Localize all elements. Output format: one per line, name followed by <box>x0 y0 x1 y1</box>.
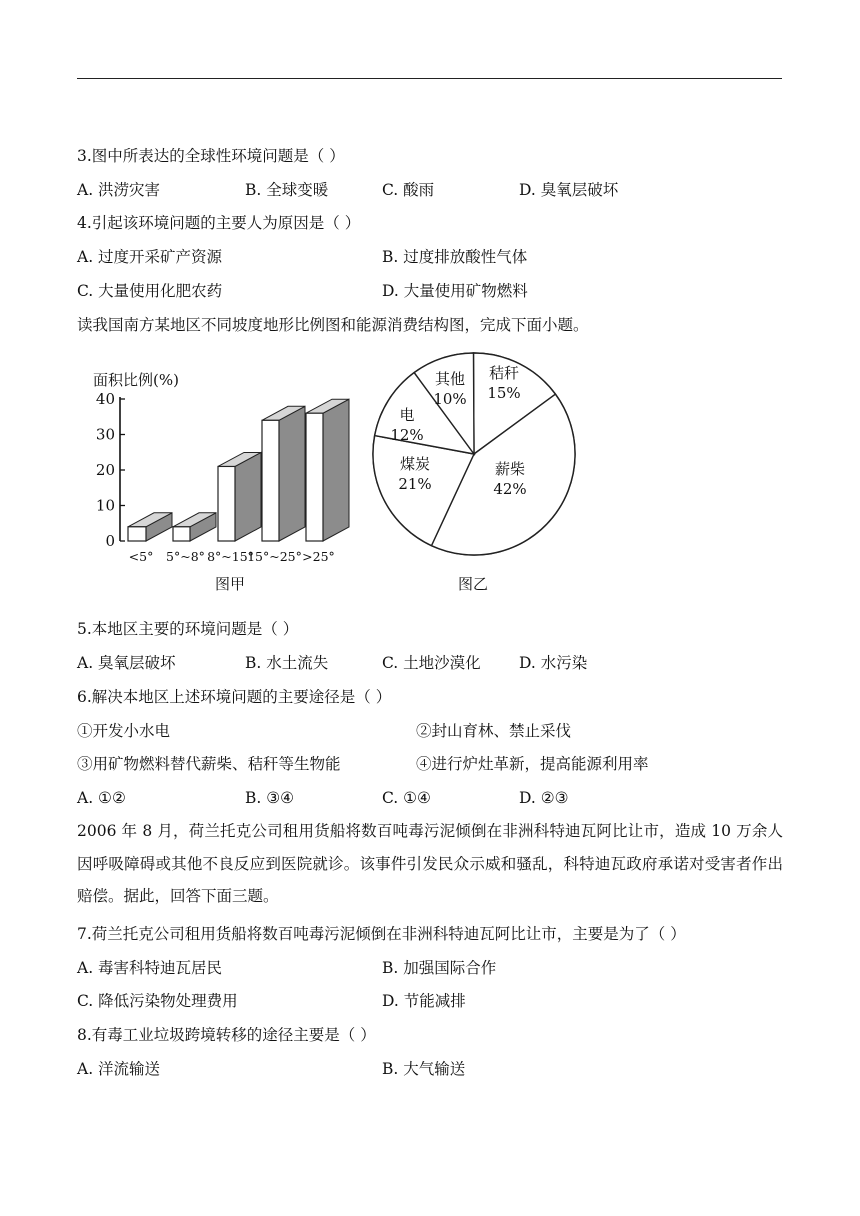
q6-item-2: ②封山育林、禁止采伐 <box>416 722 572 740</box>
q3-option-a[interactable]: A. 洪涝灾害 <box>77 181 161 199</box>
bar-chart-caption: 图甲 <box>214 575 246 593</box>
bar-front-face <box>128 527 146 541</box>
bar-chart-figure <box>80 352 370 600</box>
q6-item-3: ③用矿物燃料替代薪柴、秸秆等生物能 <box>77 755 341 773</box>
y-tick-label: 40 <box>95 390 115 408</box>
q4-option-b[interactable]: B. 过度排放酸性气体 <box>382 248 528 266</box>
q4-stem: 4.引起该环境问题的主要人为原因是（ ） <box>77 214 361 232</box>
bar-5 <box>306 399 349 541</box>
pie-slice-value: 12% <box>390 426 424 444</box>
q6-option-c[interactable]: C. ①④ <box>382 789 431 807</box>
q4-option-a[interactable]: A. 过度开采矿产资源 <box>77 248 223 266</box>
bar-front-face <box>173 527 190 541</box>
bar-3 <box>218 452 261 541</box>
q8-option-a[interactable]: A. 洋流输送 <box>77 1060 161 1078</box>
q6-item-4: ④进行炉灶革新，提高能源利用率 <box>416 755 649 773</box>
pie-slice-value: 15% <box>487 384 521 402</box>
q3-option-d[interactable]: D. 臭氧层破坏 <box>519 181 619 199</box>
x-tick-label: 8°~15° <box>207 549 254 564</box>
bar-4 <box>262 406 305 541</box>
x-tick-label: <5° <box>128 549 154 564</box>
y-tick-label: 20 <box>95 461 115 479</box>
q6-option-b[interactable]: B. ③④ <box>245 789 295 807</box>
q8-stem: 8.有毒工业垃圾跨境转移的途径主要是（ ） <box>77 1026 376 1044</box>
pie-slice-label: 秸秆 <box>488 364 520 382</box>
pie-slice-label: 薪柴 <box>494 460 526 478</box>
x-tick-label: >25° <box>302 549 335 564</box>
q3-stem: 3.图中所表达的全球性环境问题是（ ） <box>77 147 345 165</box>
q5-stem: 5.本地区主要的环境问题是（ ） <box>77 620 299 638</box>
bar-side-face <box>235 452 261 541</box>
y-tick-label: 10 <box>95 496 115 515</box>
bar-2 <box>173 513 216 541</box>
bar-front-face <box>262 420 279 541</box>
q7-stem: 7.荷兰托克公司租用货船将数百吨毒污泥倾倒在非洲科特迪瓦阿比让市，主要是为了（ ） <box>77 925 686 943</box>
q5-option-b[interactable]: B. 水土流失 <box>245 654 329 672</box>
x-tick-label: 15°~25° <box>247 549 302 564</box>
pie-slice-label: 煤炭 <box>399 455 431 473</box>
q6-stem: 6.解决本地区上述环境问题的主要途径是（ ） <box>77 688 392 706</box>
pie-slice-value: 10% <box>433 390 467 408</box>
pie-slice-label: 其他 <box>434 370 466 388</box>
intro-paragraph-2: 2006 年 8 月，荷兰托克公司租用货船将数百吨毒污泥倾倒在非洲科特迪瓦阿比让市，造成 10 万余人因呼吸障碍或其他不良反应到医院就诊。该事件引发民众示威和骚乱，科特迪瓦政府承诺对受害者作出赔偿。据此，回答下面三题。 <box>77 822 783 905</box>
q7-option-b[interactable]: B. 加强国际合作 <box>382 959 497 977</box>
q8-option-b[interactable]: B. 大气输送 <box>382 1060 466 1078</box>
q7-option-c[interactable]: C. 降低污染物处理费用 <box>77 992 238 1010</box>
bar-chart-ylabel: 面积比例(%) <box>93 371 179 389</box>
q4-option-d[interactable]: D. 大量使用矿物燃料 <box>382 282 528 300</box>
pie-slice-value: 21% <box>398 475 432 493</box>
q7-option-a[interactable]: A. 毒害科特迪瓦居民 <box>77 959 223 977</box>
bar-1 <box>128 513 172 541</box>
x-tick-label: 5°~8° <box>166 549 205 564</box>
q3-option-b[interactable]: B. 全球变暖 <box>245 181 329 199</box>
q6-option-d[interactable]: D. ②③ <box>519 789 569 807</box>
intro-paragraph-1: 读我国南方某地区不同坡度地形比例图和能源消费结构图，完成下面小题。 <box>77 316 589 334</box>
pie-slice-label: 电 <box>399 406 415 424</box>
bar-front-face <box>306 413 323 541</box>
bar-side-face <box>279 406 305 541</box>
bar-side-face <box>323 399 349 541</box>
q5-option-c[interactable]: C. 土地沙漠化 <box>382 654 481 672</box>
y-tick-label: 0 <box>105 532 115 550</box>
y-tick-label: 30 <box>95 425 115 444</box>
bar-front-face <box>218 466 235 541</box>
q6-option-a[interactable]: A. ①② <box>77 789 126 807</box>
pie-chart-caption: 图乙 <box>457 575 489 593</box>
q3-option-c[interactable]: C. 酸雨 <box>382 181 435 199</box>
q7-option-d[interactable]: D. 节能减排 <box>382 992 466 1010</box>
pie-chart-figure <box>365 335 585 600</box>
header-rule <box>77 78 782 79</box>
q5-option-d[interactable]: D. 水污染 <box>519 654 588 672</box>
q5-option-a[interactable]: A. 臭氧层破坏 <box>77 654 176 672</box>
pie-slice-value: 42% <box>493 480 527 498</box>
q4-option-c[interactable]: C. 大量使用化肥农药 <box>77 282 223 300</box>
q6-item-1: ①开发小水电 <box>77 722 171 740</box>
